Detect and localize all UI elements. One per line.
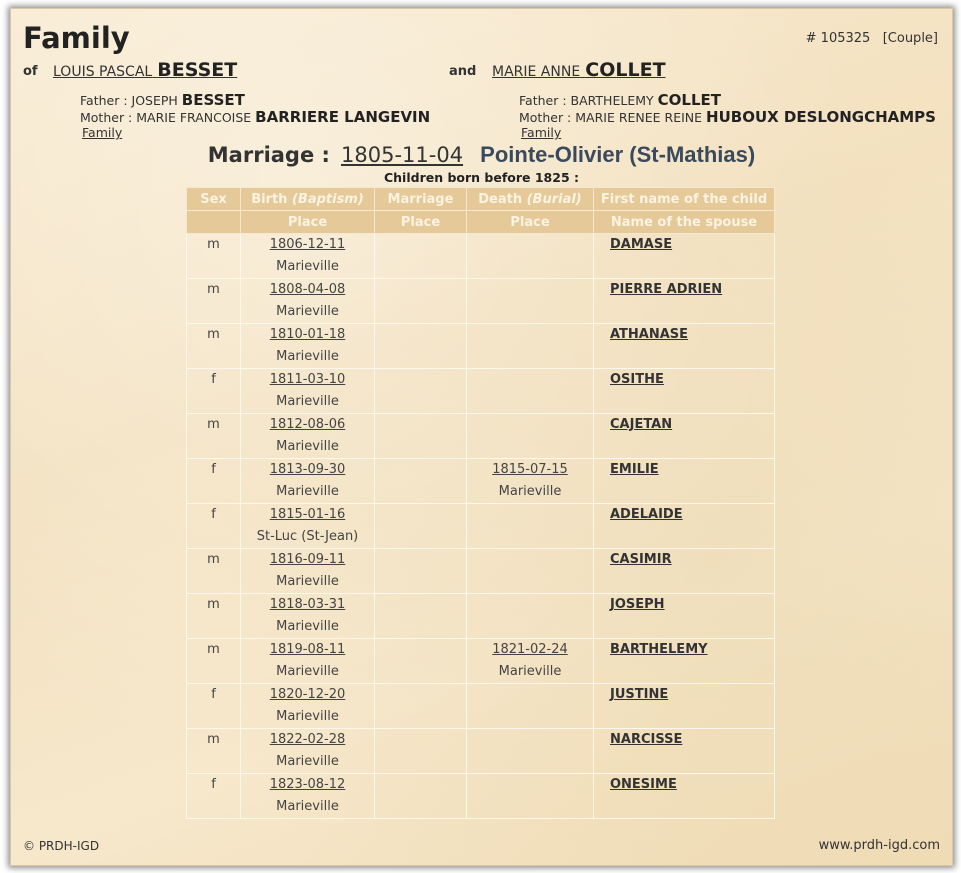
record-number: # 105325 xyxy=(805,31,871,46)
sex-cell xyxy=(187,234,241,279)
husband-mother xyxy=(80,109,430,126)
birth-label: Birth xyxy=(251,191,292,207)
sex-cell xyxy=(187,684,241,729)
birth-place: Marieville xyxy=(276,304,339,319)
death-cell xyxy=(467,594,594,639)
sex-value: m xyxy=(207,642,220,657)
death-date-link[interactable]: 1815-07-15 xyxy=(492,462,568,477)
child-name-cell xyxy=(594,639,775,684)
marriage-cell xyxy=(375,504,467,549)
child-name-cell xyxy=(594,774,775,819)
wife-family-link[interactable]: Family xyxy=(521,125,562,140)
marriage-cell xyxy=(375,369,467,414)
mother-surname: BARRIERE LANGEVIN xyxy=(255,108,431,126)
death-cell xyxy=(467,684,594,729)
death-cell xyxy=(467,639,594,684)
death-cell xyxy=(467,774,594,819)
site-url: www.prdh-igd.com xyxy=(818,838,940,853)
sex-value: m xyxy=(207,327,220,342)
sex-cell xyxy=(187,324,241,369)
marriage-cell xyxy=(375,774,467,819)
marriage-place: Pointe-Olivier (St-Mathias) xyxy=(480,142,756,167)
birth-place: Marieville xyxy=(276,259,339,274)
death-cell xyxy=(467,369,594,414)
sex-cell xyxy=(187,414,241,459)
table-row xyxy=(187,459,775,504)
child-name-link[interactable]: CASIMIR xyxy=(610,552,672,567)
sex-cell xyxy=(187,729,241,774)
col-death-place: Place xyxy=(467,211,594,234)
child-name-link[interactable]: ADELAIDE xyxy=(610,507,683,522)
child-name-link[interactable]: CAJETAN xyxy=(610,417,673,432)
table-row xyxy=(187,549,775,594)
birth-date-link[interactable]: 1818-03-31 xyxy=(269,597,346,612)
father-surname: COLLET xyxy=(657,91,721,109)
burial-label: (Burial) xyxy=(526,191,582,207)
birth-cell xyxy=(241,369,375,414)
marriage-cell xyxy=(375,594,467,639)
col-spouse: Name of the spouse xyxy=(594,211,775,234)
col-birth xyxy=(241,188,375,211)
death-cell xyxy=(467,324,594,369)
marriage-cell xyxy=(375,684,467,729)
sex-value: m xyxy=(207,552,220,567)
sex-value: f xyxy=(211,462,216,477)
table-row xyxy=(187,234,775,279)
wife-name-link[interactable] xyxy=(492,59,666,81)
wife-surname: COLLET xyxy=(585,59,666,81)
birth-cell xyxy=(241,639,375,684)
birth-cell xyxy=(241,234,375,279)
child-name-link[interactable]: JOSEPH xyxy=(610,597,665,612)
birth-cell xyxy=(241,594,375,639)
sex-cell xyxy=(187,369,241,414)
sex-cell xyxy=(187,504,241,549)
child-name-link[interactable]: DAMASE xyxy=(610,237,673,252)
child-name-cell xyxy=(594,549,775,594)
child-name-cell xyxy=(594,279,775,324)
sex-value: m xyxy=(207,597,220,612)
child-name-link[interactable]: NARCISSE xyxy=(610,732,683,747)
mother-label: Mother : xyxy=(80,110,137,125)
birth-place: Marieville xyxy=(276,754,339,769)
birth-date-link[interactable]: 1806-12-11 xyxy=(269,237,346,252)
mother-surname: HUBOUX DESLONGCHAMPS xyxy=(706,108,936,126)
child-name-link[interactable]: OSITHE xyxy=(610,372,664,387)
husband-father xyxy=(80,92,430,109)
child-name-cell xyxy=(594,729,775,774)
sex-value: f xyxy=(211,777,216,792)
marriage-label: Marriage : xyxy=(207,143,330,167)
child-name-link[interactable]: ONESIME xyxy=(610,777,677,792)
sex-value: f xyxy=(211,372,216,387)
sex-value: m xyxy=(207,732,220,747)
children-table-body xyxy=(187,234,775,819)
child-name-cell xyxy=(594,369,775,414)
father-label: Father : xyxy=(80,93,132,108)
death-cell xyxy=(467,549,594,594)
col-sex: Sex xyxy=(187,188,241,211)
birth-cell xyxy=(241,459,375,504)
husband-given-name: LOUIS PASCAL xyxy=(53,64,153,80)
table-row xyxy=(187,324,775,369)
birth-place: Marieville xyxy=(276,799,339,814)
father-given-name: BARTHELEMY xyxy=(570,93,654,108)
table-row xyxy=(187,774,775,819)
birth-cell xyxy=(241,414,375,459)
birth-date-link[interactable]: 1810-01-18 xyxy=(269,327,346,342)
child-name-cell xyxy=(594,234,775,279)
death-date-link[interactable]: 1821-02-24 xyxy=(492,642,568,657)
child-name-cell xyxy=(594,594,775,639)
birth-date-link[interactable]: 1820-12-20 xyxy=(269,687,346,702)
col-first-name: First name of the child xyxy=(594,188,775,211)
col-death xyxy=(467,188,594,211)
table-row xyxy=(187,504,775,549)
child-name-link[interactable]: EMILIE xyxy=(610,462,659,477)
death-place: Marieville xyxy=(498,484,562,499)
birth-date-link[interactable]: 1823-08-12 xyxy=(269,777,346,792)
birth-place: St-Luc (St-Jean) xyxy=(256,529,359,544)
mother-label: Mother : xyxy=(519,110,576,125)
wife-mother xyxy=(519,109,936,126)
birth-date-link[interactable]: 1815-01-16 xyxy=(269,507,346,522)
death-cell xyxy=(467,504,594,549)
child-name-link[interactable]: ATHANASE xyxy=(610,327,689,342)
birth-date-link[interactable]: 1808-04-08 xyxy=(269,282,346,297)
sex-value: f xyxy=(211,687,216,702)
col-birth-place: Place xyxy=(241,211,375,234)
birth-cell xyxy=(241,684,375,729)
page-title: Family xyxy=(23,21,130,55)
mother-given-name: MARIE RENEE REINE xyxy=(575,110,703,125)
birth-date-link[interactable]: 1813-09-30 xyxy=(269,462,346,477)
table-row xyxy=(187,594,775,639)
table-row xyxy=(187,279,775,324)
father-given-name: JOSEPH xyxy=(131,93,178,108)
sex-cell xyxy=(187,549,241,594)
marriage-cell xyxy=(375,459,467,504)
sex-value: m xyxy=(207,417,220,432)
birth-place: Marieville xyxy=(276,484,339,499)
husband-parents xyxy=(80,92,430,139)
wife-parents xyxy=(519,92,936,139)
husband-name-link[interactable] xyxy=(53,59,237,81)
sex-cell xyxy=(187,774,241,819)
marriage-cell xyxy=(375,549,467,594)
birth-date-link[interactable]: 1812-08-06 xyxy=(269,417,346,432)
record-reference xyxy=(806,31,938,46)
couple-link[interactable]: [Couple] xyxy=(882,31,938,46)
birth-date-link[interactable]: 1819-08-11 xyxy=(269,642,346,657)
marriage-cell xyxy=(375,729,467,774)
marriage-date-link[interactable]: 1805-11-04 xyxy=(341,143,464,167)
child-name-cell xyxy=(594,414,775,459)
sex-cell xyxy=(187,279,241,324)
sex-value: m xyxy=(207,282,220,297)
marriage-cell xyxy=(375,414,467,459)
birth-place: Marieville xyxy=(276,574,339,589)
sex-cell xyxy=(187,639,241,684)
and-label: and xyxy=(449,64,477,79)
birth-cell xyxy=(241,729,375,774)
children-title: Children born before 1825 : xyxy=(383,170,580,185)
child-name-cell xyxy=(594,684,775,729)
sex-value: m xyxy=(207,237,220,252)
child-name-cell xyxy=(594,504,775,549)
marriage-cell xyxy=(375,639,467,684)
marriage-cell xyxy=(375,234,467,279)
birth-place: Marieville xyxy=(276,664,339,679)
death-label: Death xyxy=(478,191,527,207)
table-row xyxy=(187,414,775,459)
death-cell xyxy=(467,414,594,459)
wife-father xyxy=(519,92,936,109)
birth-cell xyxy=(241,324,375,369)
mother-given-name: MARIE FRANCOISE xyxy=(136,110,252,125)
birth-cell xyxy=(241,549,375,594)
child-name-link[interactable]: PIERRE ADRIEN xyxy=(610,282,723,297)
baptism-label: (Baptism) xyxy=(291,191,364,207)
col-marriage-place: Place xyxy=(375,211,467,234)
of-label: of xyxy=(23,64,38,79)
table-row xyxy=(187,639,775,684)
birth-cell xyxy=(241,504,375,549)
marriage-info xyxy=(11,142,952,168)
death-place: Marieville xyxy=(498,664,562,679)
marriage-cell xyxy=(375,279,467,324)
sex-value: f xyxy=(211,507,216,522)
child-name-link[interactable]: JUSTINE xyxy=(610,687,669,702)
table-subheader-row xyxy=(187,211,775,234)
death-cell xyxy=(467,729,594,774)
col-marriage: Marriage xyxy=(375,188,467,211)
birth-place: Marieville xyxy=(276,619,339,634)
children-table xyxy=(186,187,775,819)
sex-cell xyxy=(187,459,241,504)
birth-place: Marieville xyxy=(276,709,339,724)
sex-cell xyxy=(187,594,241,639)
birth-place: Marieville xyxy=(276,394,339,409)
birth-cell xyxy=(241,774,375,819)
father-label: Father : xyxy=(519,93,571,108)
death-cell xyxy=(467,234,594,279)
child-name-cell xyxy=(594,324,775,369)
husband-surname: BESSET xyxy=(157,59,238,81)
birth-date-link[interactable]: 1811-03-10 xyxy=(269,372,346,387)
death-cell xyxy=(467,459,594,504)
death-cell xyxy=(467,279,594,324)
birth-place: Marieville xyxy=(276,349,339,364)
birth-date-link[interactable]: 1816-09-11 xyxy=(269,552,346,567)
table-header-row xyxy=(187,188,775,211)
birth-place: Marieville xyxy=(276,439,339,454)
table-row xyxy=(187,369,775,414)
marriage-cell xyxy=(375,324,467,369)
birth-date-link[interactable]: 1822-02-28 xyxy=(269,732,346,747)
wife-given-name: MARIE ANNE xyxy=(492,64,581,80)
birth-cell xyxy=(241,279,375,324)
child-name-cell xyxy=(594,459,775,504)
table-row xyxy=(187,684,775,729)
family-record-page xyxy=(10,8,953,866)
child-name-link[interactable]: BARTHELEMY xyxy=(610,642,708,657)
father-surname: BESSET xyxy=(181,91,245,109)
copyright: © PRDH-IGD xyxy=(23,839,100,853)
col-sex-sub xyxy=(187,211,241,234)
table-row xyxy=(187,729,775,774)
husband-family-link[interactable]: Family xyxy=(82,125,123,140)
